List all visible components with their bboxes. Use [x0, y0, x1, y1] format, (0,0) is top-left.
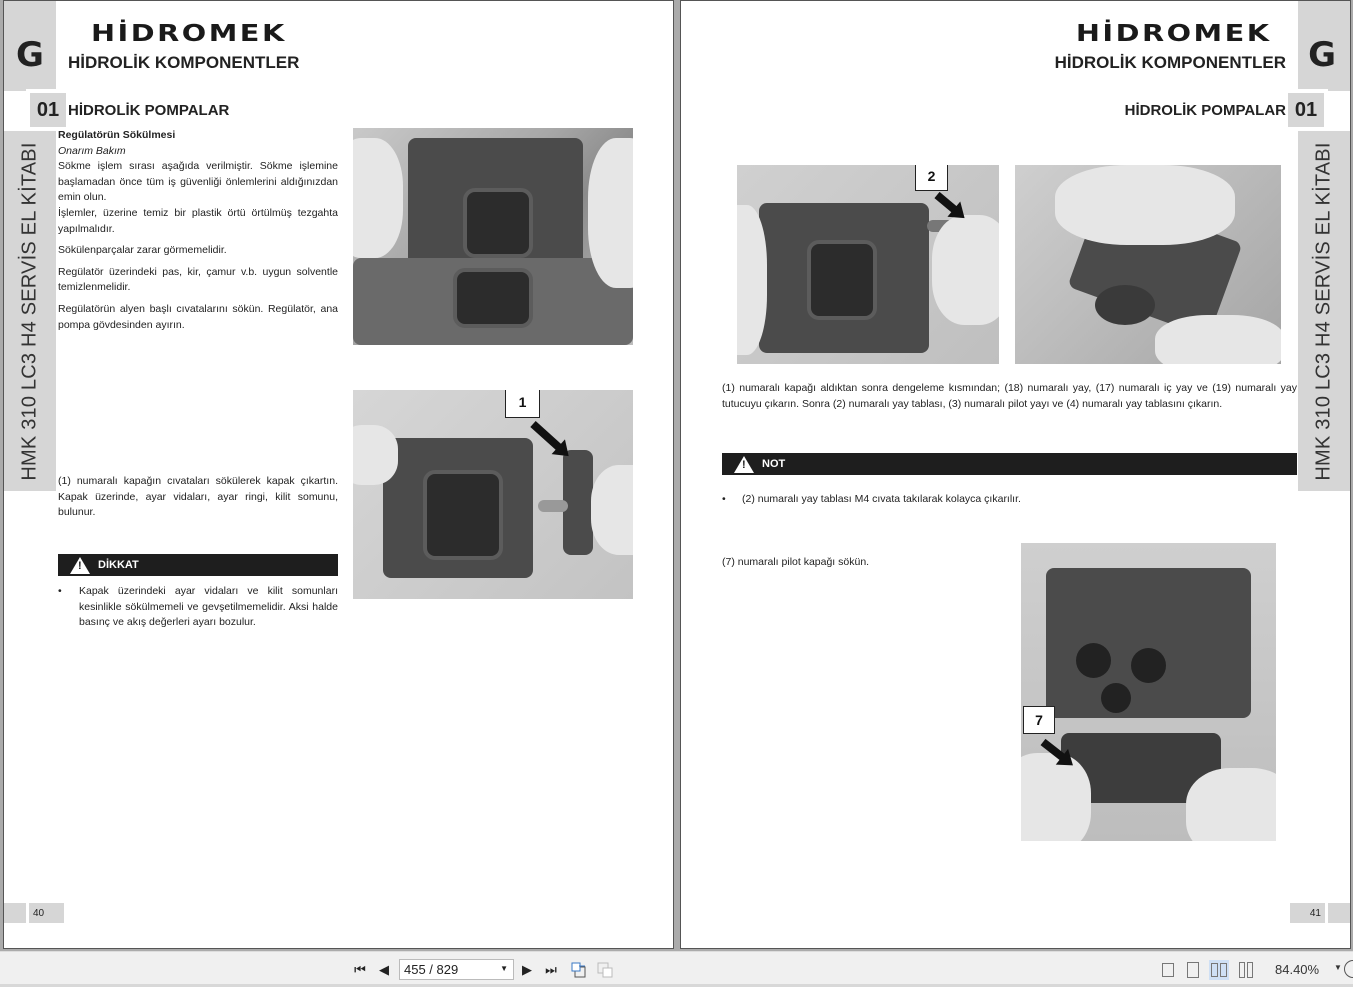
body-text [58, 128, 338, 339]
continuous-view-button[interactable] [1183, 960, 1203, 980]
vertical-manual-title: HMK 310 LC3 H4 SERVİS EL KİTABI [1312, 141, 1335, 481]
facing-pages-icon [1211, 963, 1227, 977]
chapter-letter: G [16, 35, 44, 75]
bullet-dot: • [722, 493, 726, 505]
warning-icon [70, 557, 90, 574]
callout-7: 7 [1023, 706, 1055, 734]
note-banner [722, 453, 1297, 475]
callout-2: 2 [915, 165, 948, 191]
page-40 [3, 0, 674, 949]
paragraph-pilot: (7) numaralı pilot kapağı sökün. [722, 556, 870, 568]
continuous-facing-view-button[interactable] [1236, 960, 1256, 980]
last-page-button[interactable]: ⏭ [545, 962, 557, 977]
section-title: HİDROLİK KOMPONENTLER [1054, 53, 1286, 72]
page-number: 41 [1290, 903, 1325, 923]
paragraph: Sökülenparçalar zarar görmemelidir. [58, 244, 227, 257]
sub-section-title: HİDROLİK POMPALAR [1124, 102, 1286, 119]
paragraph: Regülatör üzerindeki pas, kir, çamur v.b. uygun solventle temizlenmelidir. [58, 265, 338, 294]
next-view-button[interactable] [595, 960, 615, 980]
spring-removal-photo [1015, 165, 1281, 364]
bullet-dot: • [58, 585, 62, 597]
warning-label: DİKKAT [98, 559, 139, 571]
paragraph: Sökme işlem sırası aşağıda verilmiştir. Sökme işlemine başlamadan önce tüm iş güvenliği önlemlerini aldığınızdan emin olun. [58, 160, 338, 204]
continuous-facing-icon [1239, 962, 1253, 978]
prev-page-button[interactable]: ◀ [379, 962, 389, 977]
next-page-button[interactable]: ▶ [522, 962, 532, 977]
subheading: Onarım Bakım [58, 144, 126, 157]
single-page-icon [1162, 963, 1174, 977]
sub-section-title: HİDROLİK POMPALAR [68, 102, 230, 119]
zoom-level[interactable]: 84.40% [1275, 962, 1320, 977]
facing-view-button[interactable] [1209, 960, 1229, 980]
paragraph: İşlemler, üzerine temiz bir plastik örtü örtülmüş tezgahta yapılmalıdır. [58, 206, 338, 235]
zoom-dropdown-icon[interactable]: ▼ [1334, 963, 1342, 972]
warning-bullet: • Kapak üzerindeki ayar vidaları ve kilit somunları kesinlikle sökülmemeli ve gevşetilmemelidir. Aksi halde basınç ve akış değerleri ayarı bozulur. [58, 585, 338, 629]
spring-seat-photo [737, 165, 999, 364]
arrow-icon [934, 192, 959, 215]
previous-view-button[interactable] [569, 960, 589, 980]
section-title: HİDROLİK KOMPONENTLER [68, 53, 300, 72]
paragraph: Regülatörün alyen başlı cıvatalarını sökün. Regülatör, ana pompa gövdesinden ayırın. [58, 302, 338, 331]
note-bullet: • (2) numaralı yay tablası M4 cıvata takılarak kolayca çıkarılır. [722, 492, 1297, 508]
chapter-number: 01 [26, 89, 70, 131]
chapter-number: 01 [1284, 89, 1328, 131]
previous-view-icon [570, 961, 588, 979]
pilot-cover-photo [1021, 543, 1276, 841]
chevron-down-icon[interactable]: ▼ [500, 964, 508, 973]
paragraph-cover: (1) numaralı kapağın cıvataları sökülerek kapak çıkartın. Kapak üzerinde, ayar vidaları, ayar ringi, kilit somunu, bulunur. [58, 475, 338, 519]
note-label: NOT [762, 458, 786, 470]
arrow-icon [530, 421, 564, 452]
first-page-button[interactable]: ⏮ [354, 962, 366, 977]
vertical-manual-title: HMK 310 LC3 H4 SERVİS EL KİTABI [18, 141, 41, 481]
page-number: 40 [29, 903, 64, 923]
chapter-letter: G [1308, 35, 1336, 75]
heading: Regülatörün Sökülmesi [58, 129, 176, 141]
viewer-toolbar [0, 951, 1353, 987]
brand-logo: HİDROMEK [1076, 21, 1272, 47]
regulator-on-pump-photo [353, 128, 633, 345]
single-page-view-button[interactable] [1158, 960, 1178, 980]
warning-banner [58, 554, 338, 576]
cover-removal-photo [353, 390, 633, 599]
continuous-page-icon [1187, 962, 1199, 978]
warning-icon [734, 456, 754, 473]
page-41 [680, 0, 1351, 949]
page-number-field[interactable]: 455 / 829 ▼ [399, 959, 514, 980]
callout-1: 1 [505, 390, 540, 418]
next-view-icon [596, 961, 614, 979]
paragraph-springs: (1) numaralı kapağı aldıktan sonra dengeleme kısmından; (18) numaralı yay, (17) numaralı iç yay ve (19) numaralı yay tutucuyu çıkarın. Sonra (2) numaralı yay tablası, (3) numaralı pilot yayı ve (4) numaralı yay tablasını çıkarın. [722, 382, 1297, 410]
brand-logo: HİDROMEK [91, 21, 287, 47]
zoom-in-icon[interactable] [1344, 960, 1353, 978]
